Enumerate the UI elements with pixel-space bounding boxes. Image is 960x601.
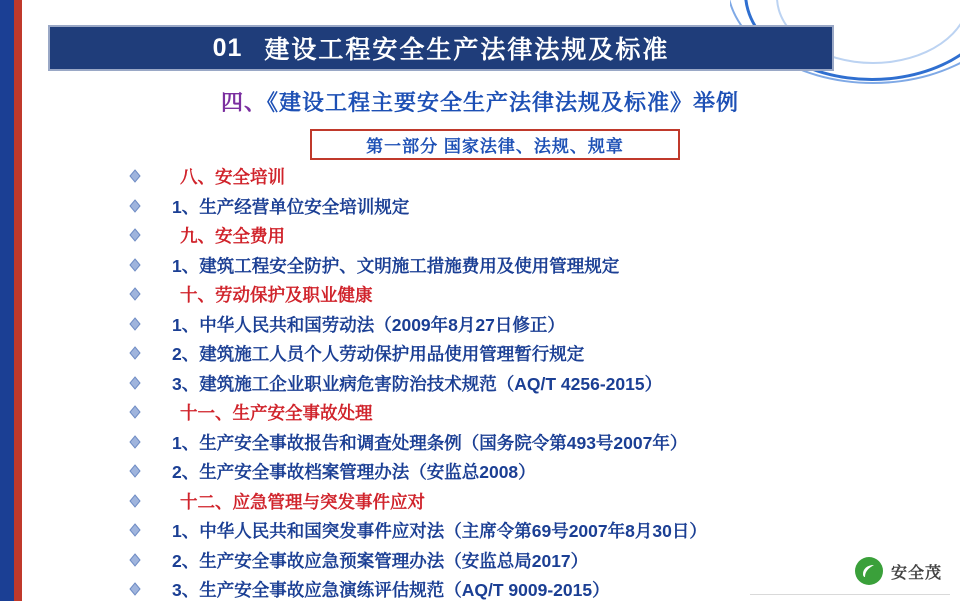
list-item-text: 2、生产安全事故应急预案管理办法（安监总局2017） [172, 550, 589, 571]
watermark [855, 557, 942, 585]
list-item [128, 252, 918, 282]
diamond-bullet-icon [128, 287, 150, 301]
diamond-bullet-icon [128, 494, 150, 508]
list-item [128, 163, 918, 193]
list-item-text: 1、生产经营单位安全培训规定 [172, 196, 410, 217]
list-item [128, 193, 918, 223]
diamond-bullet-icon [128, 523, 150, 537]
list-item-text: 3、建筑施工企业职业病危害防治技术规范（AQ/T 4256-2015） [172, 373, 663, 394]
list-item [128, 399, 918, 429]
list-item-text: 1、中华人民共和国突发事件应对法（主席令第69号2007年8月30日） [172, 521, 707, 541]
list-item-text: 1、建筑工程安全防护、文明施工措施费用及使用管理规定 [172, 255, 620, 276]
list-item-text: 1、生产安全事故报告和调查处理条例（国务院令第493号2007年） [172, 432, 688, 453]
list-item-text: 八、安全培训 [180, 167, 285, 187]
section-title: 《建设工程主要安全生产法律法规及标准》举例 [267, 90, 740, 115]
diamond-bullet-icon [128, 169, 150, 183]
diamond-bullet-icon [128, 258, 150, 272]
list-item [128, 517, 918, 547]
diamond-bullet-icon [128, 435, 150, 449]
watermark-label: 安全茂 [890, 564, 942, 582]
list-item [128, 340, 918, 370]
list-item [128, 458, 918, 488]
diamond-bullet-icon [128, 405, 150, 419]
list-item-text: 十一、生产安全事故处理 [180, 403, 373, 423]
list-item-text: 1、中华人民共和国劳动法（2009年8月27日修正） [172, 314, 565, 335]
list-item-text: 九、安全费用 [180, 226, 285, 246]
list-item-text: 2、建筑施工人员个人劳动保护用品使用管理暂行规定 [172, 344, 585, 364]
diamond-bullet-icon [128, 346, 150, 360]
bottom-divider [750, 594, 950, 595]
diamond-bullet-icon [128, 228, 150, 242]
content-list [128, 163, 918, 601]
part-box [310, 129, 680, 160]
list-item-text: 2、生产安全事故档案管理办法（安监总2008） [172, 462, 536, 482]
leaf-icon [855, 557, 883, 585]
part-box-label: 第一部分 国家法律、法规、规章 [366, 137, 624, 156]
list-item [128, 576, 918, 601]
header-title: 建设工程安全生产法律法规及标准 [264, 36, 670, 64]
list-item [128, 222, 918, 252]
list-item [128, 311, 918, 341]
list-item-text: 十二、应急管理与突发事件应对 [180, 491, 425, 512]
list-item [128, 429, 918, 459]
list-item [128, 281, 918, 311]
header-number: 01 [212, 33, 243, 62]
header-banner [48, 25, 834, 71]
section-heading [0, 86, 960, 117]
list-item-text: 3、生产安全事故应急演练评估规范（AQ/T 9009-2015） [172, 580, 610, 600]
list-item [128, 370, 918, 400]
list-item [128, 547, 918, 577]
diamond-bullet-icon [128, 582, 150, 596]
list-item [128, 488, 918, 518]
list-item-text: 十、劳动保护及职业健康 [180, 285, 373, 305]
diamond-bullet-icon [128, 553, 150, 567]
diamond-bullet-icon [128, 464, 150, 478]
diamond-bullet-icon [128, 199, 150, 213]
diamond-bullet-icon [128, 376, 150, 390]
section-prefix: 四、 [220, 90, 267, 115]
diamond-bullet-icon [128, 317, 150, 331]
